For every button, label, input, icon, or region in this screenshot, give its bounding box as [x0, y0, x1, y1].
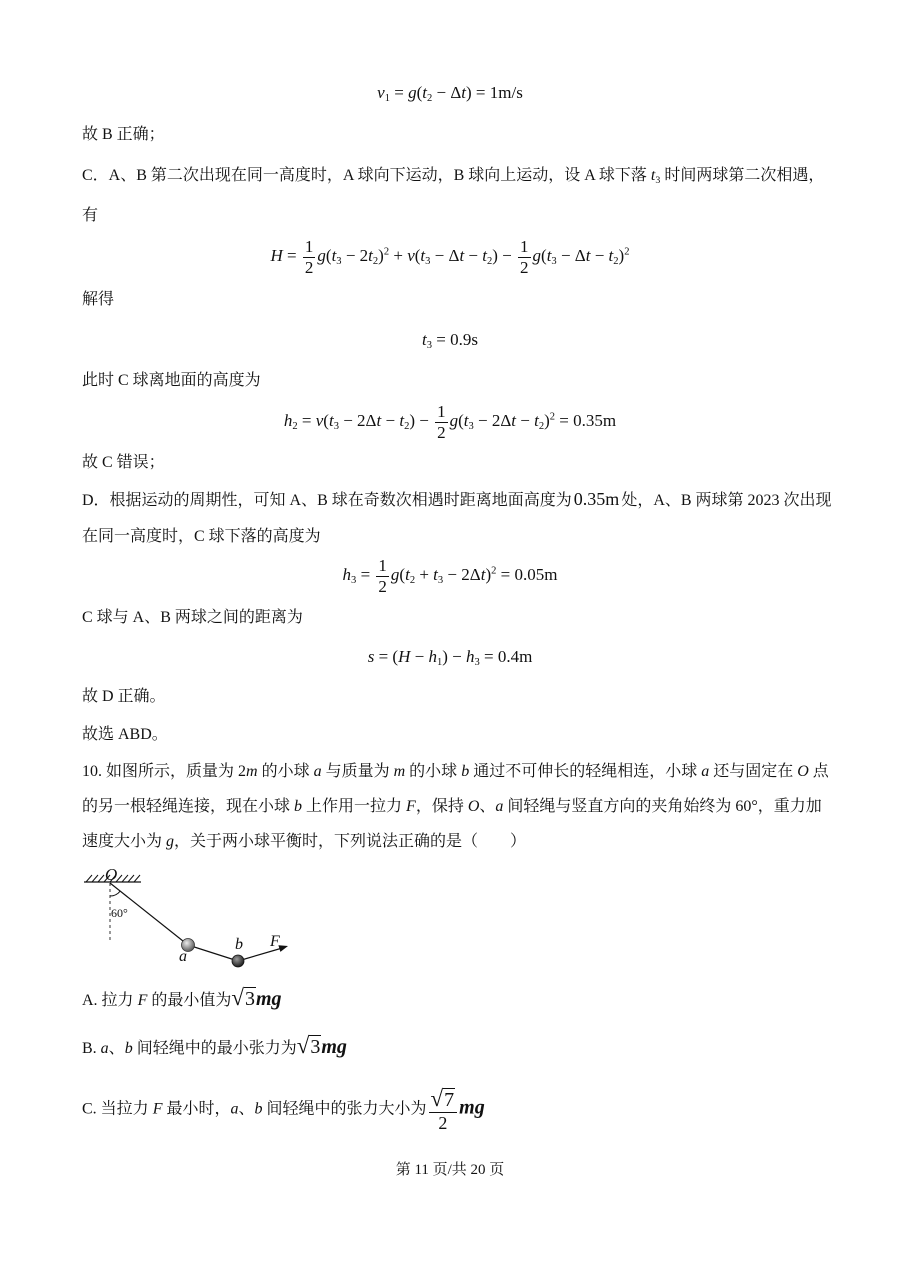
text-run: − Δ — [432, 83, 462, 102]
ball-b — [232, 955, 244, 967]
math-variable: m — [393, 763, 406, 780]
page-footer: 第 11 页/共 20 页 — [395, 1162, 505, 1178]
fraction-denominator — [429, 1113, 458, 1134]
text-run: 2 — [520, 257, 529, 277]
subscript: 2 — [409, 574, 416, 586]
text-run: = — [356, 564, 375, 584]
text-run: 3 — [310, 1036, 321, 1058]
text-run: 的小球 — [405, 763, 462, 780]
radicand — [244, 987, 256, 1010]
text-run: D．根据运动的周期性，可知 A、B 球在奇数次相遇时距离地面高度为 — [82, 492, 572, 509]
text-run: 故 C 错误； — [82, 454, 165, 471]
math-variable: t — [650, 167, 656, 184]
text-run: 在同一高度时，C 球下落的高度为 — [82, 528, 321, 545]
math-variable: b — [294, 798, 303, 815]
superscript: 2 — [383, 246, 390, 258]
text-run: C．A、B 第二次出现在同一高度时，A 球向下运动，B 球向上运动，设 A 球下落 — [82, 167, 651, 184]
math-variable: t — [405, 564, 410, 584]
math-variable: g — [408, 83, 417, 102]
text-run: 间轻绳中的张力大小为 — [262, 1100, 427, 1118]
text-run: 、 — [108, 1040, 125, 1057]
text-run: ( — [541, 245, 547, 265]
fraction-numerator — [435, 402, 448, 423]
text-run: − — [464, 245, 483, 265]
text-run: − 2Δ — [443, 564, 481, 584]
math-variable: O — [797, 763, 809, 780]
subscript: 2 — [372, 255, 379, 267]
text-run: − 2Δ — [338, 410, 377, 430]
subscript: 3 — [351, 574, 357, 586]
text-run: 1 — [437, 402, 446, 421]
subscript: 3 — [425, 255, 431, 267]
text-run: = 0.9s — [432, 330, 478, 349]
angle-label: 60° — [111, 906, 128, 920]
math-variable: b — [254, 1100, 263, 1118]
text-run: ( — [323, 410, 329, 430]
text-run: ，关于两小球平衡时，下列说法正确的是（ ） — [174, 833, 527, 850]
text-run: 此时 C 球离地面的高度为 — [82, 372, 261, 389]
distance-label — [82, 608, 303, 628]
math-variable: t — [331, 245, 337, 265]
text-run: B. — [82, 1040, 101, 1057]
rope-a-to-b — [188, 945, 238, 961]
radical-sign: √ — [296, 1033, 310, 1058]
subscript: 3 — [426, 339, 433, 351]
equation-v1 — [0, 81, 900, 105]
math-variable: t — [376, 410, 382, 430]
equation-s — [0, 645, 900, 669]
text-run: ) − — [409, 410, 434, 430]
radicand — [309, 1035, 321, 1058]
option-d-analysis-line-1 — [82, 489, 832, 511]
text-run: ) — [378, 245, 384, 265]
fraction-numerator — [429, 1086, 458, 1113]
option-c-analysis — [82, 166, 824, 186]
text-run: = 0.05m — [496, 564, 558, 584]
math-variable: a — [100, 1040, 109, 1057]
text-run: 最小时， — [162, 1100, 231, 1118]
fraction — [376, 556, 389, 596]
text-run: 10. 如图所示，质量为 2 — [82, 763, 247, 780]
fraction-denominator — [303, 258, 316, 278]
subscript: 3 — [551, 255, 557, 267]
math-variable: t — [433, 564, 438, 584]
math-variable: t — [420, 245, 426, 265]
point-o-label: O — [105, 865, 118, 884]
text-run: 解得 — [82, 291, 115, 308]
superscript: 2 — [491, 565, 497, 577]
text-run: ) — [618, 245, 625, 265]
fraction-denominator — [376, 577, 389, 597]
text-run: ( — [325, 245, 332, 265]
math-variable: t — [480, 564, 486, 584]
text-run: ，保持 — [415, 798, 468, 815]
text-run: 时间两球第二次相遇， — [660, 167, 825, 184]
fraction-denominator — [518, 258, 531, 278]
math-variable: a — [313, 763, 322, 780]
math-variable: F — [406, 798, 416, 815]
equation-height-h — [0, 237, 900, 277]
final-answer — [82, 725, 168, 745]
subscript: 1 — [384, 92, 390, 104]
math-variable: h — [342, 564, 352, 584]
text-run: 有 — [82, 207, 99, 224]
text-run: 1 — [520, 237, 529, 256]
force-arrow-head — [278, 945, 288, 952]
text-run: 处，A、B 两球第 2023 次出现 — [621, 492, 832, 509]
text-run: 速度大小为 — [82, 833, 167, 850]
fraction — [518, 237, 531, 277]
solve-label — [82, 290, 114, 310]
text-run: − Δ — [430, 245, 460, 265]
text-run: ( — [399, 564, 406, 584]
math-variable: H — [398, 647, 411, 666]
text-run: + — [415, 564, 434, 584]
c-height-label — [82, 371, 261, 391]
math-variable: g — [390, 564, 400, 584]
superscript: 2 — [624, 246, 630, 258]
option-d-verdict — [82, 687, 166, 707]
subscript: 3 — [336, 255, 342, 267]
math-variable: v — [315, 410, 324, 430]
square-root — [231, 985, 256, 1010]
text-run: ) = 1m/s — [466, 83, 523, 102]
math-value: 0.35m — [573, 489, 620, 509]
subscript: 1 — [436, 656, 443, 668]
angle-arc — [110, 891, 120, 896]
subscript: 3 — [474, 656, 480, 668]
math-variable: h — [283, 410, 293, 430]
math-variable: s — [367, 647, 375, 666]
math-variable: a — [495, 798, 504, 815]
text-run: 间轻绳与竖直方向的夹角始终为 60°，重力加 — [503, 798, 822, 815]
text-run: ) − — [442, 647, 466, 666]
choice-b — [82, 1034, 347, 1061]
text-run: 的最小值为 — [147, 992, 232, 1009]
math-variable: g — [449, 410, 459, 430]
text-run: + — [389, 245, 408, 265]
fraction — [435, 402, 448, 442]
text-run: = — [389, 83, 409, 102]
text-run: − — [410, 647, 429, 666]
text-run: 点 — [808, 763, 829, 780]
text-run: − Δ — [556, 245, 586, 265]
math-variable: a — [701, 763, 710, 780]
math-variable: t — [422, 83, 427, 102]
text-run: 2 — [304, 257, 314, 277]
question-10-stem-line-3 — [82, 832, 526, 852]
equation-h2 — [0, 402, 900, 442]
math-variable: t — [368, 245, 373, 265]
fraction-numerator — [376, 556, 389, 577]
text-run: C 球与 A、B 两球之间的距离为 — [82, 609, 303, 626]
math-variable: mg — [321, 1036, 347, 1058]
text-run: A. 拉力 — [82, 992, 138, 1009]
question-10-stem-line-2 — [82, 797, 822, 817]
subscript: 2 — [292, 420, 298, 432]
fraction-numerator — [303, 237, 316, 258]
square-root — [430, 1086, 456, 1111]
math-variable: t — [511, 410, 517, 430]
fraction-numerator — [518, 237, 531, 258]
choice-c — [82, 1086, 485, 1134]
option-b-verdict — [82, 125, 165, 145]
math-variable: t — [328, 410, 334, 430]
math-variable: O — [467, 798, 480, 815]
math-variable: h — [465, 647, 475, 666]
math-variable: g — [532, 245, 542, 265]
text-run: ( — [414, 245, 421, 265]
text-run: ( — [416, 83, 423, 102]
text-run: 故 B 正确； — [82, 126, 165, 143]
text-run: 7 — [444, 1089, 455, 1111]
math-variable: b — [461, 763, 470, 780]
math-variable: t — [585, 245, 591, 265]
math-variable: v — [377, 83, 385, 102]
text-run: − 2Δ — [473, 410, 512, 430]
text-run: − — [590, 245, 609, 265]
math-variable: t — [459, 245, 465, 265]
text-run: − — [516, 410, 535, 430]
text-run: 间轻绳中的最小张力为 — [132, 1040, 297, 1057]
text-run: 2 — [438, 1113, 448, 1134]
math-variable: t — [608, 245, 614, 265]
math-variable: mg — [459, 1096, 485, 1119]
fraction — [429, 1086, 458, 1134]
math-variable: g — [166, 833, 175, 850]
text-run: 故 D 正确。 — [82, 688, 166, 705]
subscript: 3 — [333, 420, 339, 432]
text-run: 的另一根轻绳连接，现在小球 — [82, 798, 295, 815]
text-run: − 2 — [341, 245, 369, 265]
math-variable: t — [534, 410, 539, 430]
text-run: − — [381, 410, 400, 430]
math-variable: mg — [255, 988, 282, 1010]
text-run: 、 — [238, 1100, 255, 1118]
subscript: 3 — [655, 174, 661, 186]
square-root — [296, 1033, 322, 1058]
text-run: 故选 ABD。 — [82, 726, 168, 743]
text-run: 1 — [378, 556, 387, 575]
fraction-denominator — [435, 423, 448, 443]
math-variable: g — [317, 245, 326, 265]
lead-in-text — [82, 206, 98, 226]
text-run: 的小球 — [257, 763, 314, 780]
text-run: 与质量为 — [321, 763, 394, 780]
equation-t3 — [0, 328, 900, 352]
math-variable: t — [399, 410, 405, 430]
text-run: = 0.4m — [479, 647, 533, 666]
math-variable: a — [230, 1100, 239, 1118]
text-run: 上作用一拉力 — [302, 798, 407, 815]
radicand — [443, 1088, 455, 1111]
text-run: 还与固定在 — [709, 763, 798, 780]
math-variable: b — [124, 1040, 133, 1057]
force-f-label: F — [270, 933, 280, 950]
math-variable: h — [428, 647, 437, 666]
subscript: 3 — [437, 574, 444, 586]
subscript: 2 — [426, 92, 433, 104]
question-10-stem-line-1 — [82, 762, 829, 782]
option-d-analysis-line-2 — [82, 527, 321, 547]
text-run: 通过不可伸长的轻绳相连，小球 — [469, 763, 702, 780]
math-variable: t — [461, 83, 467, 102]
math-variable: t — [422, 330, 427, 349]
math-variable: m — [246, 763, 258, 780]
text-run: 2 — [378, 576, 387, 596]
subscript: 2 — [487, 255, 493, 267]
math-variable: t — [482, 245, 487, 265]
math-variable: H — [270, 245, 283, 265]
fraction — [303, 237, 316, 277]
subscript: 2 — [404, 420, 410, 432]
radical-sign: √ — [430, 1086, 444, 1111]
math-variable: v — [407, 245, 415, 265]
subscript: 3 — [468, 420, 474, 432]
text-run: 3 — [244, 988, 255, 1010]
text-run: ) — [485, 564, 492, 584]
option-c-verdict — [82, 453, 165, 473]
superscript: 2 — [549, 411, 556, 423]
text-run: C. 当拉力 — [82, 1100, 153, 1118]
text-run: 、 — [479, 798, 496, 815]
ball-a-label: a — [179, 948, 187, 965]
radical-sign: √ — [231, 985, 244, 1010]
choice-a — [82, 986, 282, 1013]
two-ball-rope-figure — [80, 860, 310, 975]
text-run: = ( — [374, 647, 399, 666]
text-run: = 0.35m — [555, 410, 617, 430]
ball-b-label: b — [235, 936, 243, 953]
equation-h3 — [0, 556, 900, 596]
math-variable: F — [137, 992, 148, 1009]
text-run: = — [282, 245, 301, 265]
math-variable: F — [152, 1100, 163, 1118]
subscript: 2 — [613, 255, 619, 267]
text-run: ) − — [492, 245, 517, 265]
subscript: 2 — [538, 420, 545, 432]
text-run: 2 — [437, 422, 446, 442]
text-run: ( — [458, 410, 464, 430]
text-run: 1 — [304, 237, 314, 256]
text-run: = — [297, 410, 316, 430]
text-run: ) — [544, 410, 550, 430]
math-variable: t — [546, 245, 552, 265]
math-variable: t — [463, 410, 469, 430]
